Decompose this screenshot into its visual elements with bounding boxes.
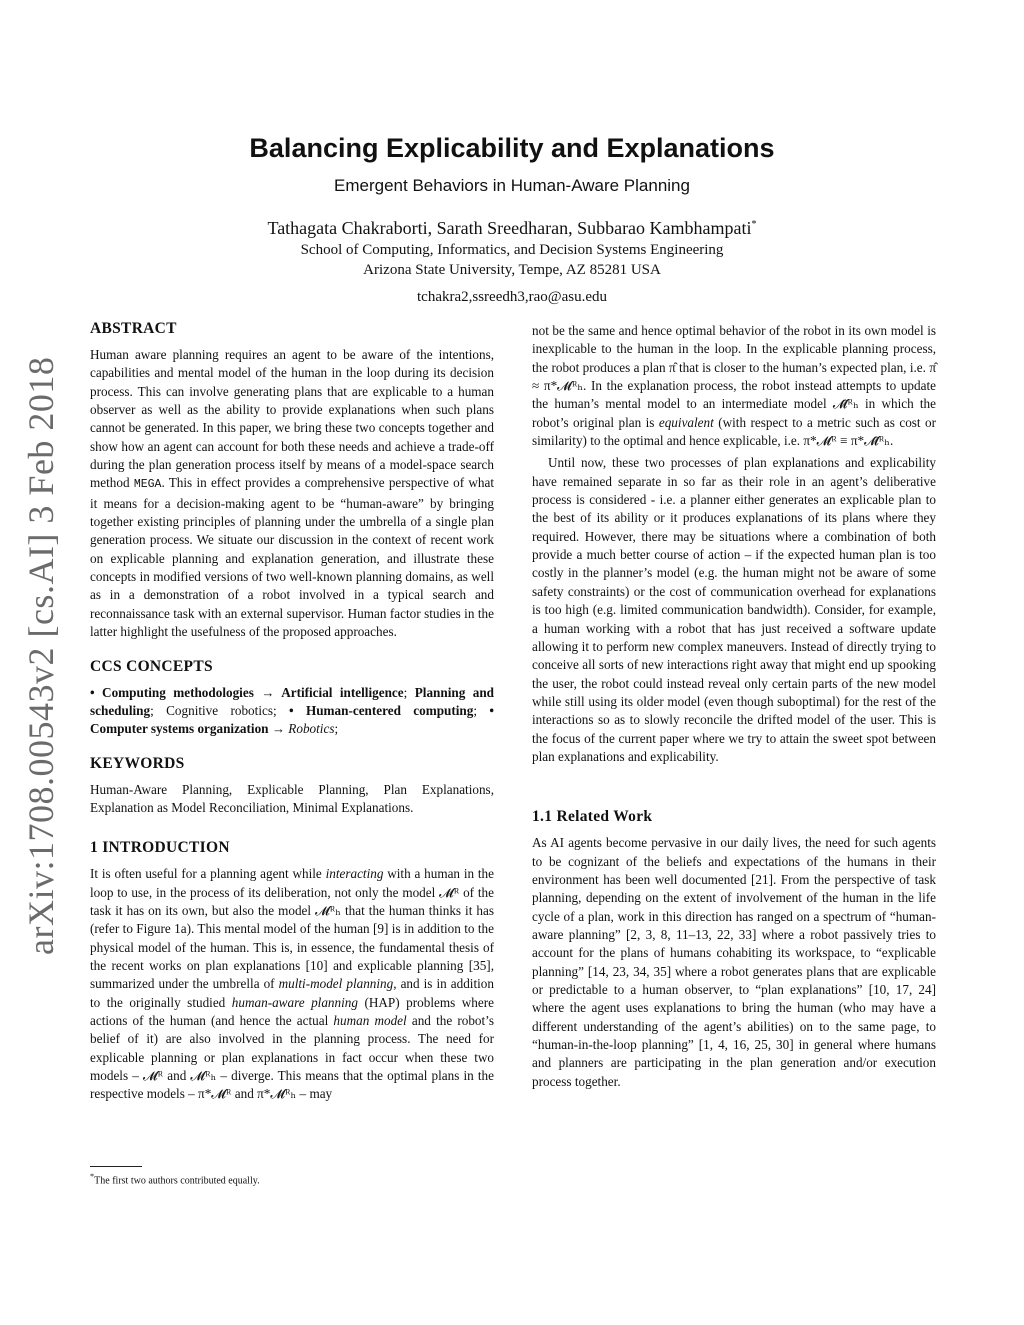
rc-p1e: (with respect to a metric such as cost or similarity) to the optimal and hence explicable, i.e. xyxy=(532,414,936,449)
intro-s4: that the human thinks it has (refer to Figure 1a). This mental model of the human [9] is in addition to the physical model of the human. This is, in essence, the fundamental thesis of the recent works on plan explanations [10] and explicable planning [35], summarized under the umbrella of xyxy=(90,902,494,992)
intro-s1: It is often useful for a planning agent while xyxy=(90,866,326,882)
model-human-2: 𝓜ᴿₕ xyxy=(190,1068,217,1083)
rc-p1a: not be the same and hence optimal behavior of the robot in its own model is inexplicable to the human in the loop. In the explicable planning process, the robot produces a plan xyxy=(532,323,936,375)
ccs-t1: ; Cognitive robotics; xyxy=(150,702,289,718)
intro-heading: 1 INTRODUCTION xyxy=(90,839,230,857)
model-robot: 𝓜ᴿ xyxy=(439,884,460,900)
author-list xyxy=(0,218,1024,239)
ccs-i1: Robotics xyxy=(288,721,335,737)
ccs-t3: ; xyxy=(334,721,339,737)
intro-s6-em: human model xyxy=(333,1012,407,1028)
left-column xyxy=(90,318,494,1104)
authors-names: Tathagata Chakraborti, Sarath Sreedharan, Subbarao Kambhampati xyxy=(267,218,752,238)
ccs-sep1: ; xyxy=(403,684,415,700)
abstract-text-b: . This in effect provides a comprehensive perspective of what it means for a decision-making agent to be “human-aware” by bringing together existing principles of planning under the umbrella of a single plan generation process. We situate our discussion in the context of recent work on explicable planning and explanation generation, and illustrate these concepts in modified versions of two well-known planning domains, as well as in a demonstration of a robot involved in a typical search and reconnaissance task with an external supervisor. Human factor studies in the latter highlight the usefulness of the proposed approaches. xyxy=(90,475,495,640)
author-email: tchakra2,ssreedh3,rao@asu.edu xyxy=(417,289,607,305)
affiliation-line-2: Arizona State University, Tempe, AZ 85281 USA xyxy=(363,262,661,278)
ccs-b4: • Human-centered computing xyxy=(288,702,474,718)
intro-s6: (HAP) problems where actions of the human (and hence the actual xyxy=(90,994,494,1028)
model-human: 𝓜ᴿₕ xyxy=(315,902,341,918)
footnote-mark: * xyxy=(90,1172,95,1181)
intro-s3: of the task it has on its own, but also the model xyxy=(90,884,494,918)
intro-s7: and the robot’s belief of it) are also involved in the planning process. The need for explicable planning or plan explanations in fact occur when these two models – xyxy=(90,1012,494,1083)
optimal-plan-human: π*𝓜ᴿₕ xyxy=(257,1086,297,1102)
right-column xyxy=(532,322,936,1091)
intro-s1-em: interacting xyxy=(325,866,384,882)
ccs-heading: CCS CONCEPTS xyxy=(90,657,213,675)
arxiv-stamp: arXiv:1708.00543v2 [cs.AI] 3 Feb 2018 xyxy=(21,356,61,955)
right-paragraph-2: Until now, these two processes of plan explanations and explicability have remained separate in so far as their role in an agent’s deliberative process is considered - i.e. a planner either generates an explicable plan to the best of its ability or it produces explanations of its plans where they required. However, there may be situations where a combination of both provide a much better course of action – if the expected human plan is too costly in the planner’s model (e.g. the human might not be aware of some safety constraints) or the cost of communication overhead for explanations is too high (e.g. limited communication bandwidth). Consider, for example, a human working with a robot that has just received a software update allowing it to perform new complex maneuvers. Instead of directly trying to conceive all sorts of new interactions right away that might end up spooking the user, the robot could instead reveal only certain parts of the new model while still using its older model (even though suboptimal) for the rest of the interactions so as to slowly reconcile the drifted model of the user. This is the focus of the current paper where we try to attain the sweet spot between plan explanations and explicability. xyxy=(532,455,936,764)
intro-s4-em: multi-model planning xyxy=(278,976,394,992)
footnote xyxy=(90,1172,260,1186)
related-work-heading: 1.1 Related Work xyxy=(532,808,653,826)
intro-paragraph xyxy=(90,865,494,1103)
abstract-text xyxy=(90,346,494,642)
intro-s9: – diverge. This means that the optimal plans in the respective models – xyxy=(90,1068,494,1102)
rc-approx: π̂ ≈ π*𝓜ᴿₕ xyxy=(532,359,936,394)
footnote-divider xyxy=(90,1166,142,1167)
rc-p1-em: equivalent xyxy=(658,414,714,430)
intro-s10: and xyxy=(231,1086,258,1102)
rc-p1b: that is closer to the human’s expected plan, i.e. xyxy=(675,359,930,375)
intro-s8: and xyxy=(163,1068,191,1083)
ccs-arrow: → xyxy=(253,684,282,700)
keywords-text: Human-Aware Planning, Explicable Planning, Plan Explanations, Explanation as Model Reconciliation, Minimal Explanations. xyxy=(90,781,494,815)
keywords-heading: KEYWORDS xyxy=(90,754,185,772)
ccs-t2: ; xyxy=(473,702,490,718)
right-paragraph-1 xyxy=(532,322,936,450)
rc-p1d: in which the robot’s original plan is xyxy=(532,396,937,430)
ccs-arrow2: → xyxy=(268,721,289,737)
abstract-heading: ABSTRACT xyxy=(90,320,177,337)
ccs-b2: Artificial intelligence xyxy=(281,684,404,700)
rc-equiv: π*𝓜ᴿ ≡ π*𝓜̂ᴿₕ xyxy=(803,433,890,449)
intro-s11: – may xyxy=(296,1086,333,1102)
rc-p1c: . In the explanation process, the robot instead attempts to update the human’s mental model to an intermediate model xyxy=(532,378,936,412)
optimal-plan-robot: π*𝓜ᴿ xyxy=(198,1086,232,1102)
mega-method-name: MEGA xyxy=(133,478,162,492)
footnote-text: The first two authors contributed equally. xyxy=(94,1175,260,1187)
rc-mhat: 𝓜̂ᴿₕ xyxy=(832,396,859,412)
ccs-b1: • Computing methodologies xyxy=(90,684,254,700)
intro-s2: with a human in the loop to use, in the process of its deliberation, not only the model xyxy=(90,866,494,900)
model-robot-2: 𝓜ᴿ xyxy=(142,1068,164,1083)
intro-s5: , and is in addition to the originally studied xyxy=(90,976,494,1010)
ccs-concepts xyxy=(90,684,494,739)
author-footnote-mark: * xyxy=(751,219,757,230)
rc-pihat: π̂ xyxy=(668,359,676,375)
abstract-text-a: Human aware planning requires an agent to be aware of the intentions, capabilities and mental model of the human in the loop during its decision process. This can involve generating plans that are explicable to a human observer as well as the ability to provide explanations when such plans cannot be generated. In this paper, we bring these two concepts together and show how an agent can account for both these needs and achieve a trade-off during the plan generation process itself by means of a model-space search method xyxy=(90,347,494,491)
paper-title: Balancing Explicability and Explanations xyxy=(249,133,775,163)
rc-p1f: . xyxy=(889,433,894,449)
ccs-b5: • Computer systems organization xyxy=(90,702,494,737)
related-work-paragraph: As AI agents become pervasive in our daily lives, the need for such agents to be cognizant of the beliefs and expectations of the humans in their environment has been well documented [21]. From the perspective of task planning, depending on the extent of involvement of the human in the life cycle of a plan, work in this direction has ranged on a spectrum of “human-aware planning” [2, 3, 8, 11–13, 22, 33] where a robot passively tries to account for the plans of humans cohabiting its workspace, to “explicable planning” [14, 23, 34, 35] where a robot generates plans that are explicable or predictable to a human observer, to “plan explanations” [10, 17, 24] where the agent uses explanations to bring the human (who may have a different understanding of the agent’s abilities) on to the same page, to “human-in-the-loop planning” [1, 4, 16, 25, 30] in general where humans and planners are participating in the plan generation and/or execution process together. xyxy=(532,835,936,1089)
intro-s5-em: human-aware planning xyxy=(231,994,358,1010)
paper-subtitle: Emergent Behaviors in Human-Aware Planning xyxy=(334,176,690,195)
affiliation-line-1: School of Computing, Informatics, and Decision Systems Engineering xyxy=(300,242,724,258)
ccs-b3: Planning and scheduling xyxy=(90,684,494,718)
